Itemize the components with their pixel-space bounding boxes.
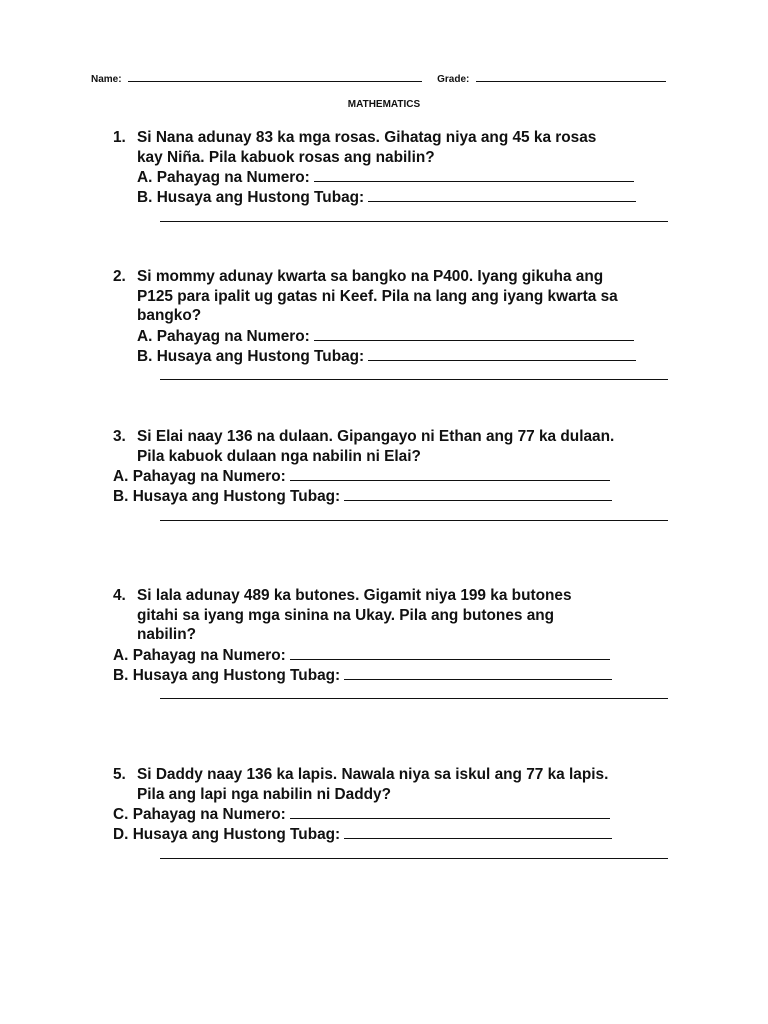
option-label: Husaya ang Hustong Tubag:: [132, 488, 341, 506]
grade-label: Grade:: [437, 74, 470, 85]
question-line: Pila ang lapi nga nabilin ni Daddy?: [137, 785, 391, 803]
question-line: gitahi sa iyang mga sinina na Ukay. Pila ang butones ang: [137, 606, 555, 624]
question-line: Pila kabuok dulaan nga nabilin ni Elai?: [137, 447, 421, 465]
question-line: Si Daddy naay 136 ka lapis. Nawala niya sa iskul ang 77 ka lapis.: [137, 766, 609, 783]
question-line: P125 para ipalit ug gatas ni Keef. Pila na lang ang iyang kwarta sa: [137, 287, 618, 305]
question-line: nabilin?: [137, 626, 196, 644]
option-letter: B.: [113, 488, 129, 506]
answer-blank[interactable]: [368, 346, 636, 361]
option-letter: C.: [113, 806, 129, 824]
option-letter: A.: [113, 647, 129, 665]
answer-line[interactable]: [160, 207, 668, 222]
option-label: Pahayag na Numero:: [156, 328, 310, 346]
answer-line[interactable]: [160, 684, 668, 699]
answer-blank[interactable]: [368, 187, 636, 202]
option-letter: A.: [137, 328, 153, 346]
answer-blank[interactable]: [344, 665, 612, 680]
question-line: Si Elai naay 136 na dulaan. Gipangayo ni Ethan ang 77 ka dulaan.: [137, 428, 615, 445]
answer-blank[interactable]: [314, 326, 634, 341]
option-letter: A.: [113, 468, 129, 486]
option-label: Husaya ang Hustong Tubag:: [132, 666, 341, 684]
answer-blank[interactable]: [344, 824, 612, 839]
question-line: kay Niña. Pila kabuok rosas ang nabilin?: [137, 148, 435, 166]
question-number: 3.: [113, 428, 126, 445]
question-number: 1.: [113, 129, 126, 146]
worksheet-header: [91, 71, 666, 85]
option-label: Husaya ang Hustong Tubag:: [156, 347, 365, 365]
option-letter: B.: [137, 189, 153, 207]
option-label: Husaya ang Hustong Tubag:: [156, 189, 365, 207]
question-line: Si mommy adunay kwarta sa bangko na P400. Iyang gikuha ang: [137, 268, 604, 285]
question-line: Si Nana adunay 83 ka mga rosas. Gihatag niya ang 45 ka rosas: [137, 129, 597, 146]
option-letter: D.: [113, 826, 129, 844]
name-label: Name:: [91, 74, 122, 85]
option-label: Pahayag na Numero:: [132, 468, 286, 486]
option-label: Pahayag na Numero:: [132, 806, 286, 824]
option-label: Husaya ang Hustong Tubag:: [132, 826, 341, 844]
option-letter: B.: [113, 666, 129, 684]
answer-line[interactable]: [160, 365, 668, 380]
answer-blank[interactable]: [290, 466, 610, 481]
option-letter: B.: [137, 347, 153, 365]
answer-line[interactable]: [160, 844, 668, 859]
question-number: 2.: [113, 268, 126, 285]
grade-field[interactable]: [476, 71, 666, 82]
answer-blank[interactable]: [290, 645, 610, 660]
answer-blank[interactable]: [314, 167, 634, 182]
answer-line[interactable]: [160, 506, 668, 521]
question-line: bangko?: [137, 307, 202, 325]
option-label: Pahayag na Numero:: [156, 169, 310, 187]
question-line: Si lala adunay 489 ka butones. Gigamit niya 199 ka butones: [137, 587, 572, 604]
question-number: 5.: [113, 766, 126, 783]
worksheet-title: MATHEMATICS: [347, 99, 421, 110]
question-number: 4.: [113, 587, 126, 604]
answer-blank[interactable]: [344, 486, 612, 501]
option-letter: A.: [137, 169, 153, 187]
name-field[interactable]: [128, 71, 422, 82]
option-label: Pahayag na Numero:: [132, 647, 286, 665]
answer-blank[interactable]: [290, 804, 610, 819]
